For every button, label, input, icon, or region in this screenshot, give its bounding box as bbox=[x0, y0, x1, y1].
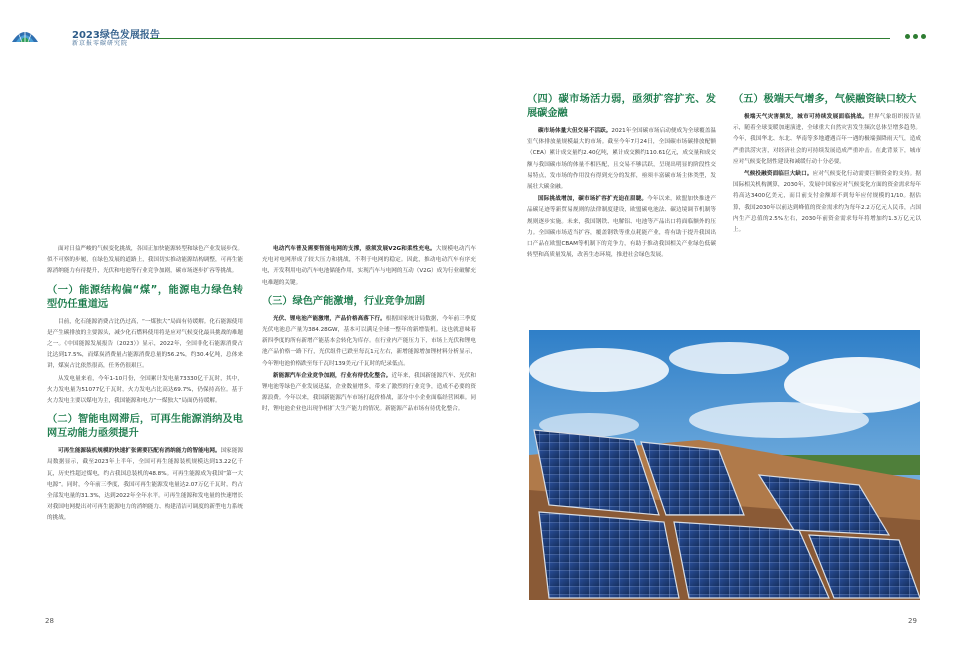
section-4-p1-bold: 碳市场体量大但交易不活跃。 bbox=[538, 128, 612, 134]
solar-panels-photo bbox=[529, 330, 920, 600]
section-5-paragraph-2 bbox=[733, 169, 921, 236]
section-3-p1-text: 根据国家统计局数据，今年前三季度光伏电池总产量为384.28GW，基本可以满足全球一整年的新增装机。这也就意味着新四季度的所有新增产能基本会转化为库存。在行业内产能压力下，市场上光伏和锂电池产品价格一路下行，光伏组件已跌至每瓦1元左右，新增能源增加锂材料分析显示，今年锂电池价格跌至每千瓦时139美元/千瓦时的纪录低点。 bbox=[262, 315, 476, 367]
section-2-heading: （二）智能电网滞后，可再生能源消纳及电网互动能力亟须提升 bbox=[47, 414, 243, 440]
report-publisher: 新京报零碳研究院 bbox=[72, 40, 129, 47]
section-2-lead-paragraph bbox=[47, 446, 243, 524]
section-4-paragraph-1 bbox=[527, 126, 716, 193]
section-5-p2-text: 应对气候变化行动需要巨额资金的支持。据国际相关机构测算，2030年，发展中国家应对气候变化方面的资金需求每年将高达3400亿美元，而目前支付金额却不到每年应付规模的1/10。据估算，我国2030年以前达到峰值的资金需求约为每年2.2万亿元人民币，占国内生产总值的2.5%左右，2030年前资金需求每年将增加约1.3万亿元以上。 bbox=[733, 171, 921, 234]
section-2-sub-bold: 电动汽车普及需要智能电网的支撑，亟须发展V2G和柔性充电。 bbox=[273, 246, 436, 252]
left-column-2 bbox=[262, 244, 476, 417]
section-3-p2-bold: 新能源汽车企业竞争加剧，行业有待优化整合。 bbox=[273, 372, 392, 379]
right-page-number: 29 bbox=[908, 617, 917, 625]
report-logo-icon bbox=[10, 26, 40, 44]
section-4-p1-text: 2021年全国碳市场启动便成为全球覆盖温室气体排放量规模最大的市场。截至今年7月24日，全国碳市场碳排放配额（CEA）累计成交量约2.40亿吨，累计成交额约110.61亿元，成交量和成交额与我国碳市场的体量不相匹配，且交易不够活跃，呈现出明显的阶段性交易特点，发市场的作用没有得到充分的发挥，亟须丰富碳市场主体类型，发展壮大碳金融。 bbox=[527, 128, 716, 191]
right-column-1 bbox=[527, 93, 716, 262]
section-4-heading: （四）碳市场活力弱，亟须扩容扩充、发展碳金融 bbox=[527, 94, 716, 119]
intro-paragraph: 面对日益严峻的气候变化挑战，各国正加快能源转型和绿色产业发展步伐。似不可察的步履，在绿色发展的道路上，我国切实推动能源结构调整，可再生能源消纳能力有待提升，光伏和电池等行业竞争加剧，碳市场逐步扩容等挑战。 bbox=[47, 246, 243, 275]
left-column-1 bbox=[47, 244, 243, 526]
section-5-p1-bold: 极端天气灾害频发，城市可持续发展面临挑战。 bbox=[744, 114, 869, 120]
section-3-paragraph-2 bbox=[262, 371, 476, 416]
section-2-sub-paragraph bbox=[262, 244, 476, 289]
section-1-paragraph-2: 从发电量来看，今年1-10月份，全国累计发电量73330亿千瓦时，其中，火力发电量为51077亿千瓦时，火力发电占比高达69.7%，仍保持高位。基于火力发电主要以煤电为主，我国能源和电力“一煤独大”局面仍待缓解。 bbox=[47, 375, 243, 405]
header-divider bbox=[150, 38, 890, 39]
section-5-heading: （五）极端天气增多，气候融资缺口较大 bbox=[733, 94, 917, 105]
section-4-paragraph-2 bbox=[527, 194, 716, 261]
section-4-p2-bold: 国际挑战增加，碳市场扩容扩充迫在眉睫。 bbox=[538, 196, 648, 203]
section-1-paragraph-1: 目前，化石能源消费占比仍过高，“一煤独大”局面有待缓解。化石能源使用是产生碳排放的主要源头，减少化石燃料使用将是应对气候变化最具挑战的难题之一。《中国能源发展报告（2023）》显示，2022年，全国非化石能源消费占比达到17.5%，而煤炭消费量占能源消费总量的56.2%，约30.4亿吨，总体来讲，煤炭占比依然很高，任务仍很艰巨。 bbox=[47, 318, 243, 370]
section-1-heading: （一）能源结构偏“煤”，能源电力绿色转型仍任重道远 bbox=[47, 284, 243, 310]
section-5-p1-text: 世界气象组织报告显示，随着全球变暖加速演进，全球重大自然灾害发生频次总体呈增多趋势。今年，我国华北、东北、华南等多地遭遇百年一遇的极端强降雨天气，造成严重洪涝灾害，对经济社会的可持续发展造成严重冲击。在此背景下，城市应对气候变化韧性建设和减缓行动十分必要。 bbox=[733, 114, 921, 165]
right-column-2 bbox=[733, 93, 921, 237]
section-5-p2-bold: 气候投融资面临巨大缺口。 bbox=[744, 171, 813, 178]
section-3-paragraph-1 bbox=[262, 314, 476, 370]
header-dots-icon bbox=[905, 34, 926, 39]
section-4-p2-text: 今年以来，欧盟加快推进产品碳足迹等新贸易规则的法律制度建设，欧盟碳电池法、碳边境调节机制等规则逐步实施。未来，我国钢铁、电解铝、电池等产品出口将面临额外的压力。全国碳市场适当扩容，覆盖钢铁等重点耗能产业，将有助于提升我国出口产品在欧盟CBAM等机制下的竞争力，有助于推动我国相关产业绿色低碳转型和高质量发展，改善生态环境，推进社会绿色发展。 bbox=[527, 196, 716, 259]
report-title: 2023绿色发展报告 bbox=[72, 30, 160, 41]
section-3-heading: （三）绿色产能激增，行业竞争加剧 bbox=[262, 295, 425, 307]
left-page-number: 28 bbox=[45, 617, 54, 625]
section-5-paragraph-1 bbox=[733, 112, 921, 168]
section-2-sub-text: 大规模电动汽车充电对电网形成了较大压力和挑战，不利于电网的稳定。因此，推动电动汽车有序充电，开发利用电动汽车电池储能作用，实现汽车与电网的互动（V2G）成为行业破解充电难题的关键。 bbox=[262, 246, 476, 286]
section-3-p2-text: 近年来，我国新能源汽车、光伏和锂电池等绿色产业发展迅猛，企业数量增多，带来了激烈的行业竞争，造成不必要的资源浪费。今年以来，我国新能源汽车市场打起价格战，部分中小企业面临经营困难。同时，锂电池企业也出现争相扩大生产能力的情况。新能源产品市场有待优化整合。 bbox=[262, 372, 476, 413]
section-2-lead-text: 国家能源局数据显示，截至2023年上半年，全国可再生能源装机规模达到13.22亿千瓦，历史性超过煤电，约占我国总装机的48.8%。可再生能源成为我国“第一大电源”。同时，今年前三季度，我国可再生能源发电量达2.07万亿千瓦时，约占全部发电量的31.3%，达到2022年全年水平。可再生能源和发电量的快速增长对我国电网提出对可再生能源电力的消纳能力、构建清洁可调度的新型电力系统的挑战。 bbox=[47, 448, 243, 522]
section-2-lead-bold: 可再生能源装机规模的快速扩张需要匹配有消纳能力的智能电网。 bbox=[58, 448, 221, 455]
section-3-p1-bold: 光伏、锂电池产能激增，产品价格高落下行。 bbox=[273, 315, 386, 322]
